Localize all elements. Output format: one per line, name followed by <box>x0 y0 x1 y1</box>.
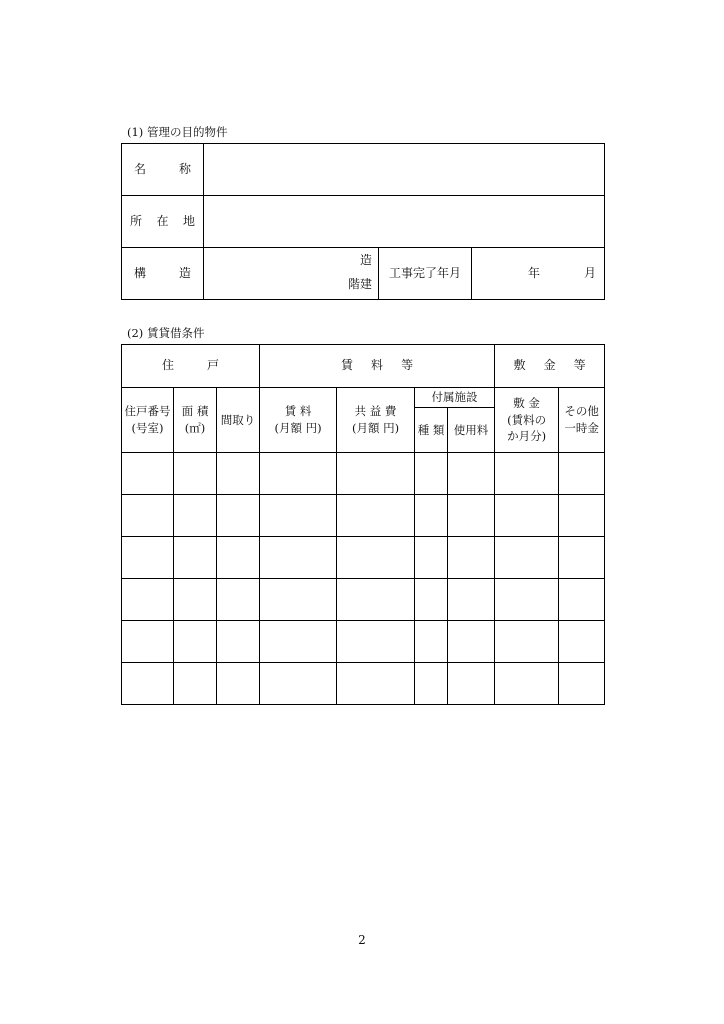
table-cell[interactable] <box>559 537 605 579</box>
table-cell[interactable] <box>122 537 174 579</box>
table-cell[interactable] <box>217 495 260 537</box>
lease-terms-table <box>121 344 605 705</box>
table-cell[interactable] <box>217 663 260 705</box>
head-rent: 賃 料 等 <box>260 345 495 388</box>
table-cell[interactable] <box>337 621 415 663</box>
table-cell[interactable] <box>415 579 448 621</box>
table-cell[interactable] <box>174 453 217 495</box>
table-cell[interactable] <box>260 537 337 579</box>
table-cell[interactable] <box>217 579 260 621</box>
table-cell[interactable] <box>495 537 559 579</box>
table-row <box>122 579 605 621</box>
table-cell[interactable] <box>122 663 174 705</box>
structure-value-field[interactable] <box>204 248 379 300</box>
table-cell[interactable] <box>448 621 495 663</box>
lease-subheader-row <box>122 388 605 408</box>
table-cell[interactable] <box>260 621 337 663</box>
structure-label: 構 造 <box>122 248 204 300</box>
col-facility-fee: 使用料 <box>448 408 495 453</box>
table-cell[interactable] <box>122 453 174 495</box>
table-cell[interactable] <box>122 621 174 663</box>
table-cell[interactable] <box>337 537 415 579</box>
section1-caption: (1) 管理の目的物件 <box>127 125 228 139</box>
table-cell[interactable] <box>122 579 174 621</box>
table-cell[interactable] <box>174 663 217 705</box>
table-cell[interactable] <box>122 495 174 537</box>
table-cell[interactable] <box>448 495 495 537</box>
table-cell[interactable] <box>495 663 559 705</box>
table-cell[interactable] <box>174 621 217 663</box>
col-unit-no: 住戸番号 (号室) <box>122 388 174 453</box>
col-rent: 賃 料 (月額 円) <box>260 388 337 453</box>
location-label: 所 在 地 <box>122 196 204 248</box>
table-cell[interactable] <box>260 663 337 705</box>
structure-suffix-bottom: 階建 <box>347 276 372 291</box>
col-facility: 付属施設 <box>415 388 495 408</box>
table-cell[interactable] <box>260 495 337 537</box>
lease-rows <box>122 453 605 705</box>
table-cell[interactable] <box>448 453 495 495</box>
table-cell[interactable] <box>415 537 448 579</box>
table-cell[interactable] <box>415 621 448 663</box>
table-cell[interactable] <box>415 453 448 495</box>
name-value-field[interactable] <box>204 144 605 196</box>
table-cell[interactable] <box>559 621 605 663</box>
table-cell[interactable] <box>337 453 415 495</box>
col-common-fee: 共 益 費 (月額 円) <box>337 388 415 453</box>
name-label: 名 称 <box>122 144 204 196</box>
location-value-field[interactable] <box>204 196 605 248</box>
table-cell[interactable] <box>337 579 415 621</box>
table-cell[interactable] <box>174 537 217 579</box>
section2-caption: (2) 賃貸借条件 <box>127 326 205 340</box>
table-cell[interactable] <box>495 495 559 537</box>
col-facility-type: 種 類 <box>415 408 448 453</box>
col-deposit: 敷 金 (賃料の か月分) <box>495 388 559 453</box>
col-area: 面 積 (㎡) <box>174 388 217 453</box>
page-number: 2 <box>358 933 366 947</box>
table-cell[interactable] <box>174 579 217 621</box>
table-cell[interactable] <box>337 663 415 705</box>
table-cell[interactable] <box>217 621 260 663</box>
table-cell[interactable] <box>448 537 495 579</box>
completion-value-field[interactable] <box>472 248 605 300</box>
structure-suffix-top: 造 <box>359 253 372 267</box>
table-cell[interactable] <box>415 495 448 537</box>
table-cell[interactable] <box>217 537 260 579</box>
table-cell[interactable] <box>174 495 217 537</box>
table-cell[interactable] <box>559 495 605 537</box>
table-cell[interactable] <box>559 663 605 705</box>
head-deposit: 敷 金 等 <box>495 345 605 388</box>
table-cell[interactable] <box>559 579 605 621</box>
table-cell[interactable] <box>260 579 337 621</box>
table-cell[interactable] <box>559 453 605 495</box>
col-other: その他 一時金 <box>559 388 605 453</box>
table-cell[interactable] <box>495 579 559 621</box>
table-cell[interactable] <box>260 453 337 495</box>
table-cell[interactable] <box>415 663 448 705</box>
property-structure-row <box>122 248 605 300</box>
table-row <box>122 495 605 537</box>
completion-label: 工事完了年月 <box>379 248 472 300</box>
table-row <box>122 621 605 663</box>
table-cell[interactable] <box>337 495 415 537</box>
property-name-row <box>122 144 605 196</box>
table-row <box>122 663 605 705</box>
lease-header-row <box>122 345 605 388</box>
table-cell[interactable] <box>217 453 260 495</box>
table-row <box>122 453 605 495</box>
col-layout: 間取り <box>217 388 260 453</box>
table-cell[interactable] <box>495 453 559 495</box>
table-cell[interactable] <box>448 579 495 621</box>
property-table <box>121 143 605 300</box>
table-row <box>122 537 605 579</box>
month-label: 月 <box>584 265 597 280</box>
property-location-row <box>122 196 605 248</box>
table-cell[interactable] <box>495 621 559 663</box>
table-cell[interactable] <box>448 663 495 705</box>
year-label: 年 <box>527 265 540 280</box>
head-unit: 住 戸 <box>122 345 260 388</box>
